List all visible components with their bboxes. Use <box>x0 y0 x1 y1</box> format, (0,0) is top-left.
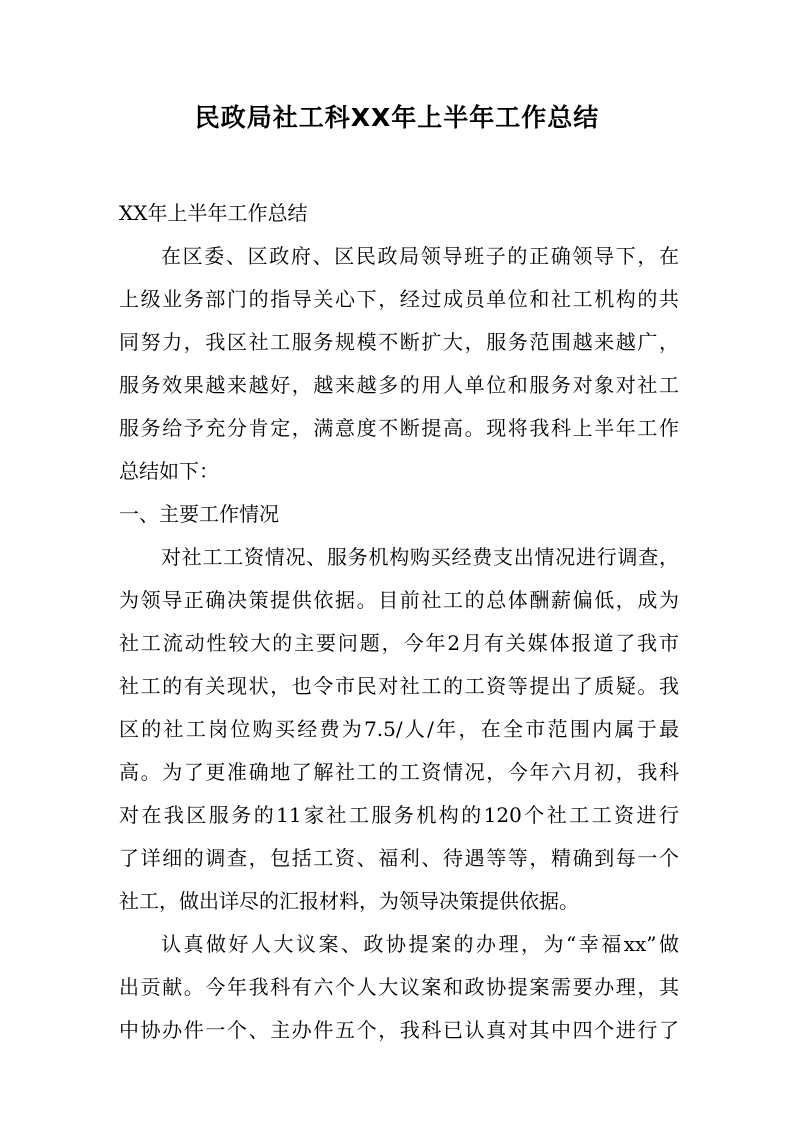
paragraph-line: 中协办件一个、主办件五个，我科已认真对其中四个进行了 <box>119 1018 679 1042</box>
paragraph-line: 为领导正确决策提供依据。目前社工的总体酬薪偏低，成为 <box>119 588 679 612</box>
paragraph-line: 服务给予充分肯定，满意度不断提高。现将我科上半年工作 <box>119 416 679 440</box>
paragraph-line: 出贡献。今年我科有六个人大议案和政协提案需要办理，其 <box>119 975 679 999</box>
paragraph-line: 对在我区服务的11家社工服务机构的120个社工工资进行 <box>119 803 679 827</box>
paragraph-line: 同努力，我区社工服务规模不断扩大，服务范围越来越广， <box>119 330 679 354</box>
paragraph-line: 社工，做出详尽的汇报材料，为领导决策提供依据。 <box>119 889 579 913</box>
paragraph-line: 上级业务部门的指导关心下，经过成员单位和社工机构的共 <box>119 287 679 311</box>
document-title: 民政局社工科XX年上半年工作总结 <box>194 103 600 132</box>
paragraph-line: 总结如下： <box>119 459 219 483</box>
section-heading: 一、主要工作情况 <box>119 502 279 526</box>
paragraph-line: 服务效果越来越好，越来越多的用人单位和服务对象对社工 <box>119 373 679 397</box>
document-body <box>119 192 679 1052</box>
paragraph-line: 对社工工资情况、服务机构购买经费支出情况进行调查， <box>161 545 679 569</box>
paragraph-line: 了详细的调查，包括工资、福利、待遇等等，精确到每一个 <box>119 846 679 870</box>
paragraph-line: 认真做好人大议案、政协提案的办理，为“幸福xx”做 <box>161 932 679 956</box>
paragraph-line: 在区委、区政府、区民政局领导班子的正确领导下，在 <box>161 244 679 268</box>
paragraph-line: 社工流动性较大的主要问题，今年2月有关媒体报道了我市 <box>119 631 679 655</box>
paragraph-line: 高。为了更准确地了解社工的工资情况，今年六月初，我科 <box>119 760 679 784</box>
paragraph-line: 区的社工岗位购买经费为7.5/人/年，在全市范围内属于最 <box>119 717 679 741</box>
section-subtitle: XX年上半年工作总结 <box>119 201 308 225</box>
paragraph-line: 社工的有关现状，也令市民对社工的工资等提出了质疑。我 <box>119 674 679 698</box>
